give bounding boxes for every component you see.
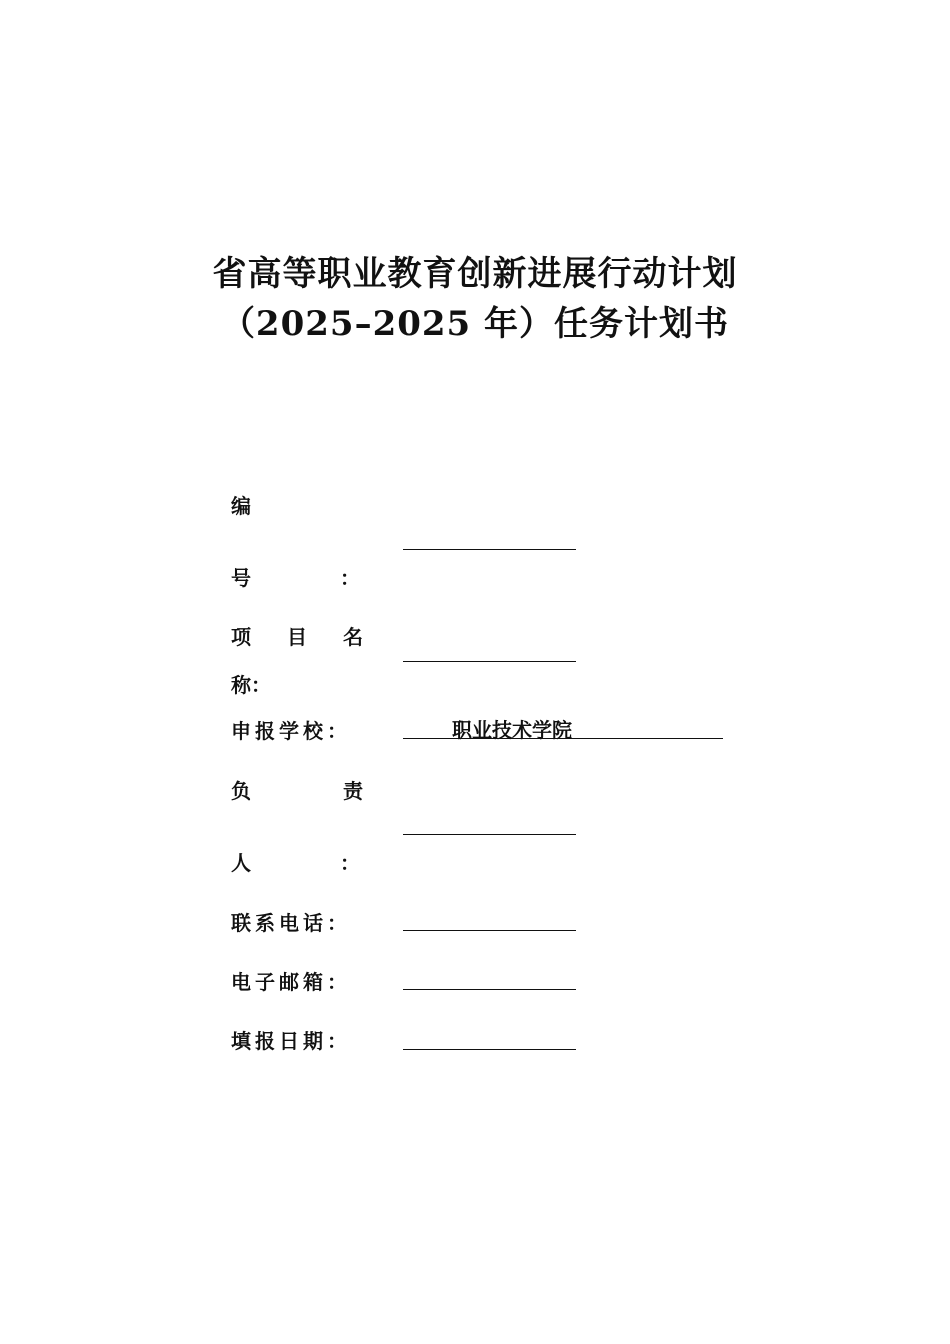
leader-field[interactable] — [403, 834, 576, 835]
number-label-part2: 号 — [231, 566, 251, 590]
date-field[interactable] — [403, 1049, 576, 1050]
email-label: 电子邮箱： — [231, 970, 351, 994]
project-name-label-part2: 目 — [287, 625, 307, 649]
project-name-label-part1: 项 — [231, 625, 251, 649]
document-title-line1: 省高等职业教育创新进展行动计划 — [212, 254, 738, 294]
number-field[interactable] — [403, 549, 576, 550]
document-title-line2: （2025–2025 年）任务计划书 — [220, 304, 730, 344]
project-name-label-part4: 称： — [231, 673, 271, 697]
leader-label-part1: 负 — [231, 779, 251, 803]
phone-field[interactable] — [403, 930, 576, 931]
school-value: 职业技术学院 — [452, 718, 572, 742]
leader-label-part3: 人 — [231, 851, 251, 875]
school-label: 申报学校： — [231, 719, 351, 743]
project-name-label-part3: 名 — [343, 625, 363, 649]
project-name-field[interactable] — [403, 661, 576, 662]
date-label: 填报日期： — [231, 1029, 351, 1053]
number-colon: ： — [340, 566, 360, 590]
leader-label-part2: 责 — [343, 779, 363, 803]
phone-label: 联系电话： — [231, 911, 351, 935]
school-field[interactable] — [403, 738, 723, 739]
number-label-part1: 编 — [231, 494, 251, 518]
leader-colon: ： — [340, 851, 360, 875]
email-field[interactable] — [403, 989, 576, 990]
